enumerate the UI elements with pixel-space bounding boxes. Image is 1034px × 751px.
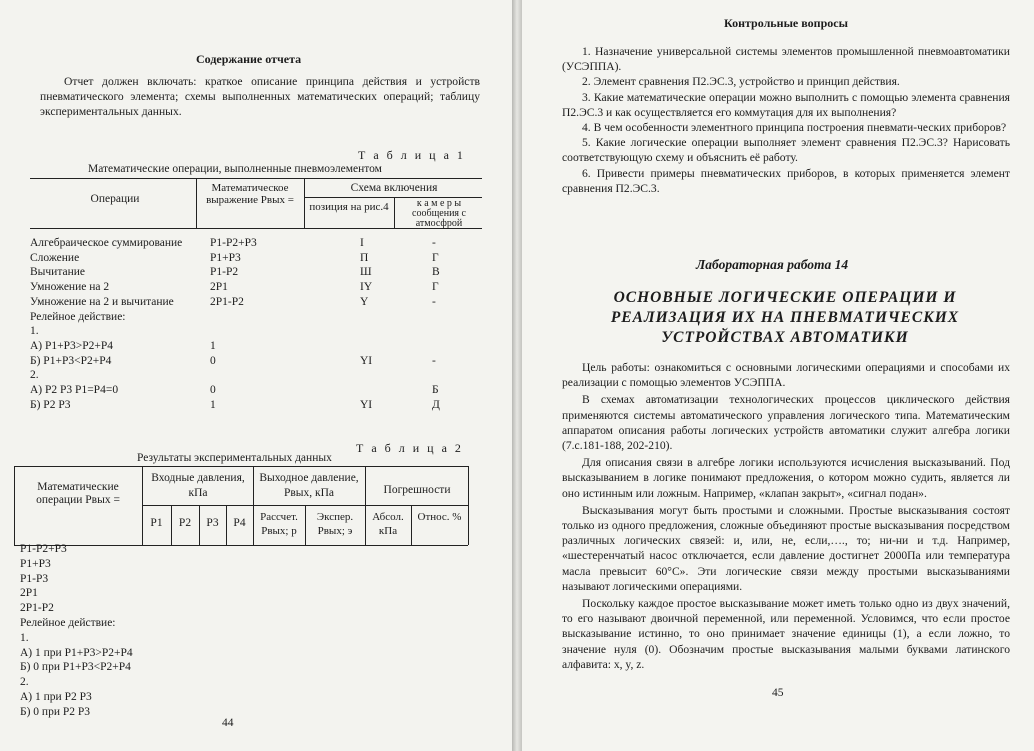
table1-row-position: Y bbox=[360, 295, 369, 308]
table2-row-operation: Б) 0 при Р2 Р3 bbox=[20, 705, 91, 718]
table2-row-operation: Релейное действие: bbox=[20, 617, 116, 629]
table2-label: Т а б л и ц а 2 bbox=[356, 441, 464, 455]
table2-sub-calc: Рассчет. Рвых; р bbox=[260, 511, 298, 537]
page-number-right: 45 bbox=[772, 687, 784, 699]
table1-row-chamber: Д bbox=[432, 398, 440, 411]
question-item: 5. Какие логические операции выполняет элемент сравнения П2.ЭС.3? Нарисовать соответствующую схему и объяснить её работу. bbox=[562, 136, 1010, 165]
table2-row-operation: Р1+Р3 bbox=[20, 557, 51, 570]
table1-row-expression: 1 bbox=[210, 339, 216, 352]
table1-row-expression: 2Р1-Р2 bbox=[210, 295, 244, 308]
table1-caption: Математические операции, выполненные пневмоэлементом bbox=[88, 163, 382, 175]
table1-row-expression: Р1+Р3 bbox=[210, 251, 241, 264]
table2-header-input: Входные давления, кПа bbox=[151, 472, 245, 499]
table2-left-rule bbox=[14, 466, 15, 545]
body-paragraph: В схемах автоматизации технологических процессов циклического действия применяются системы автоматического управления логического типа. Математическим аппаратом описания работы логических устройств автоматики служит алгебра логики (7.с.181-188, 202-210). bbox=[562, 393, 1010, 453]
table1-row-expression: Р1-Р2 bbox=[210, 266, 239, 279]
table1-row-expression: 0 bbox=[210, 384, 216, 396]
table1-row-chamber: - bbox=[432, 354, 436, 367]
body-paragraph: Высказывания могут быть простыми и сложными. Простые высказывания состоят только из одного предложения, сложные объединяют простые высказывания посредством различных логических связей: и, или, не, если,…., то; ни-ни и т.д. Например, «шестеренчатый насос отключается, если давление достигнет 2000Па или температура масла превысит 60°С». Эти логические связи между простыми высказываниями называют логическими операциями. bbox=[562, 503, 1010, 593]
table2-row-operation: А) 1 при Р2 Р3 bbox=[20, 691, 92, 703]
table1-header-expression: Математическое выражение Рвых = bbox=[206, 182, 294, 206]
table2-sub-p2: Р2 bbox=[178, 517, 192, 529]
table1-row-chamber: - bbox=[432, 295, 436, 308]
report-intro: Отчет должен включать: краткое описание принципа действия и устройств пневматического элемента; схемы выполненных математических операций; таблицу экспериментальных данных. bbox=[40, 75, 480, 119]
table2-sub-p3: Р3 bbox=[206, 517, 219, 529]
table1-top-rule bbox=[30, 178, 482, 179]
table1-row-operation: Вычитание bbox=[30, 266, 86, 279]
table2-row-operation: 2Р1-Р2 bbox=[20, 602, 54, 615]
table1-row-operation: Релейное действие: bbox=[30, 310, 126, 323]
table1-row-position: П bbox=[360, 251, 369, 264]
table1-col-rule-1 bbox=[196, 178, 197, 228]
table1-row-operation: А) Р1+Р3>Р2+Р4 bbox=[30, 339, 114, 352]
lab-title: Лабораторная работа 14 bbox=[696, 257, 849, 272]
table1-row-position: IY bbox=[360, 281, 373, 294]
table1-header-chambers: к а м е р ы сообщения с атмосфрой bbox=[412, 198, 466, 229]
table1-header-position: позиция на рис.4 bbox=[309, 201, 389, 213]
question-item: 2. Элемент сравнения П2.ЭС.3, устройство и принцип действия. bbox=[582, 75, 900, 89]
table1-row-chamber: Г bbox=[432, 281, 439, 294]
table1-row-operation: Б) Р1+Р3<Р2+Р4 bbox=[30, 354, 112, 367]
report-heading: Содержание отчета bbox=[196, 52, 302, 66]
table1-row-expression: Р1-Р2+Р3 bbox=[210, 237, 257, 249]
table2-header-errors: Погрешности bbox=[383, 484, 451, 496]
table1-row-chamber: - bbox=[432, 237, 436, 249]
table2-sub-p4: Р4 bbox=[233, 517, 246, 529]
table2-right-rule bbox=[468, 466, 469, 545]
table1-row-expression: 1 bbox=[210, 398, 216, 411]
question-item: 3. Какие математические операции можно выполнить с помощью элемента сравнения П2.ЭС.3 и как осуществляется его коммутация для их выполнения? bbox=[562, 90, 1010, 119]
table2-row-operation: Б) 0 при Р1+Р3<Р2+Р4 bbox=[20, 661, 131, 674]
table1-row-operation: 2. bbox=[30, 369, 39, 382]
table1-row-chamber: Б bbox=[432, 384, 439, 396]
question-item: 4. В чем особенности элементного принципа построения пневмати-ческих приборов? bbox=[582, 121, 1007, 135]
table2-col-rule-1 bbox=[142, 466, 143, 545]
table1-header-operations: Операции bbox=[90, 193, 140, 205]
table1-col-rule-2 bbox=[304, 178, 305, 228]
table1-row-position: YI bbox=[360, 398, 373, 411]
main-title: ОСНОВНЫЕ ЛОГИЧЕСКИЕ ОПЕРАЦИИ И РЕАЛИЗАЦИЯ ИХ НА ПНЕВМАТИЧЕСКИХ УСТРОЙСТВАХ АВТОМАТИКИ bbox=[610, 289, 960, 346]
questions-list bbox=[562, 44, 1010, 196]
table2-header-operations: Математические операции Рвых = bbox=[36, 481, 120, 506]
table1-row-expression: 2Р1 bbox=[210, 281, 228, 294]
table2-row-operation: 2Р1 bbox=[20, 587, 38, 600]
table2-row-operation: 1. bbox=[20, 631, 29, 644]
question-item: 6. Привести примеры пневматических приборов, в которых применяется элемент сравнения П2.ЭС.3. bbox=[562, 166, 1010, 195]
table2-sub-p1: Р1 bbox=[150, 517, 163, 529]
table2-row-operation: Р1-Р2+Р3 bbox=[20, 543, 67, 555]
page-number-left: 44 bbox=[222, 717, 234, 729]
table2-row-operation: 2. bbox=[20, 676, 29, 689]
table1-row-chamber: В bbox=[432, 266, 440, 279]
table1-row-operation: Сложение bbox=[30, 251, 80, 264]
table1-row-operation: Алгебраическое суммирование bbox=[30, 237, 183, 249]
table2-row-operation: А) 1 при Р1+Р3>Р2+Р4 bbox=[20, 646, 133, 659]
table2-sub-exp: Экспер. Рвых; э bbox=[316, 511, 354, 537]
table1-row-operation: Умножение на 2 и вычитание bbox=[30, 295, 174, 308]
body-text bbox=[562, 360, 1010, 674]
question-item: 1. Назначение универсальной системы элементов промышленной пневмоавтоматики (УСЭППА). bbox=[562, 45, 1010, 74]
table2-caption: Результаты экспериментальных данных bbox=[137, 452, 332, 464]
table2-bottom-rule bbox=[14, 545, 468, 546]
table1-row-chamber: Г bbox=[432, 251, 439, 264]
right-page bbox=[522, 0, 1034, 751]
body-paragraph: Поскольку каждое простое высказывание может иметь только одно из двух значений, то его называют двоичной переменной, или переменной. Условимся, что если простое высказывание истинно, то оно принимает значение единицы (1), а если ложно, то значение нуля (0). Обозначим простые высказывания малыми буквами латинского алфавита: x, y, z. bbox=[562, 597, 1010, 671]
table2-row-operation: Р1-Р3 bbox=[20, 572, 49, 585]
table1-header-scheme: Схема включения bbox=[350, 182, 438, 194]
table1-row-position: Ш bbox=[360, 266, 372, 279]
table1-row-operation: Умножение на 2 bbox=[30, 281, 110, 294]
left-page bbox=[0, 0, 512, 751]
table1-row-expression: 0 bbox=[210, 354, 216, 367]
body-paragraph: Цель работы: ознакомиться с основными логическими операциями и способами их реализации с помощью элементов УСЭППА. bbox=[562, 361, 1010, 390]
table1-row-operation: 1. bbox=[30, 325, 39, 338]
table1-row-operation: А) Р2 Р3 Р1=Р4=0 bbox=[30, 384, 119, 396]
table2-top-rule bbox=[14, 466, 468, 467]
table1-row-position: I bbox=[360, 237, 364, 249]
table2-sub-abs: Абсол. кПа bbox=[372, 511, 404, 537]
body-paragraph: Для описания связи в алгебре логики используются исчисления высказываний. Под высказыванием в логике понимают предложения, о котором можно судить, является ли оно истинным или ложным. Например, «клапан закрыт», «сигнал подан». bbox=[562, 456, 1010, 500]
table1-label: Т а б л и ц а 1 bbox=[358, 148, 466, 162]
table1-row-operation: Б) Р2 Р3 bbox=[30, 398, 71, 411]
table1-row-position: YI bbox=[360, 354, 373, 367]
table1-col-rule-3 bbox=[394, 197, 395, 228]
table2-header-output: Выходное давление, Рвых, кПа bbox=[259, 472, 359, 499]
book-gutter bbox=[512, 0, 522, 751]
questions-heading: Контрольные вопросы bbox=[724, 16, 848, 30]
table2-sub-rel: Относ. % bbox=[417, 511, 462, 523]
